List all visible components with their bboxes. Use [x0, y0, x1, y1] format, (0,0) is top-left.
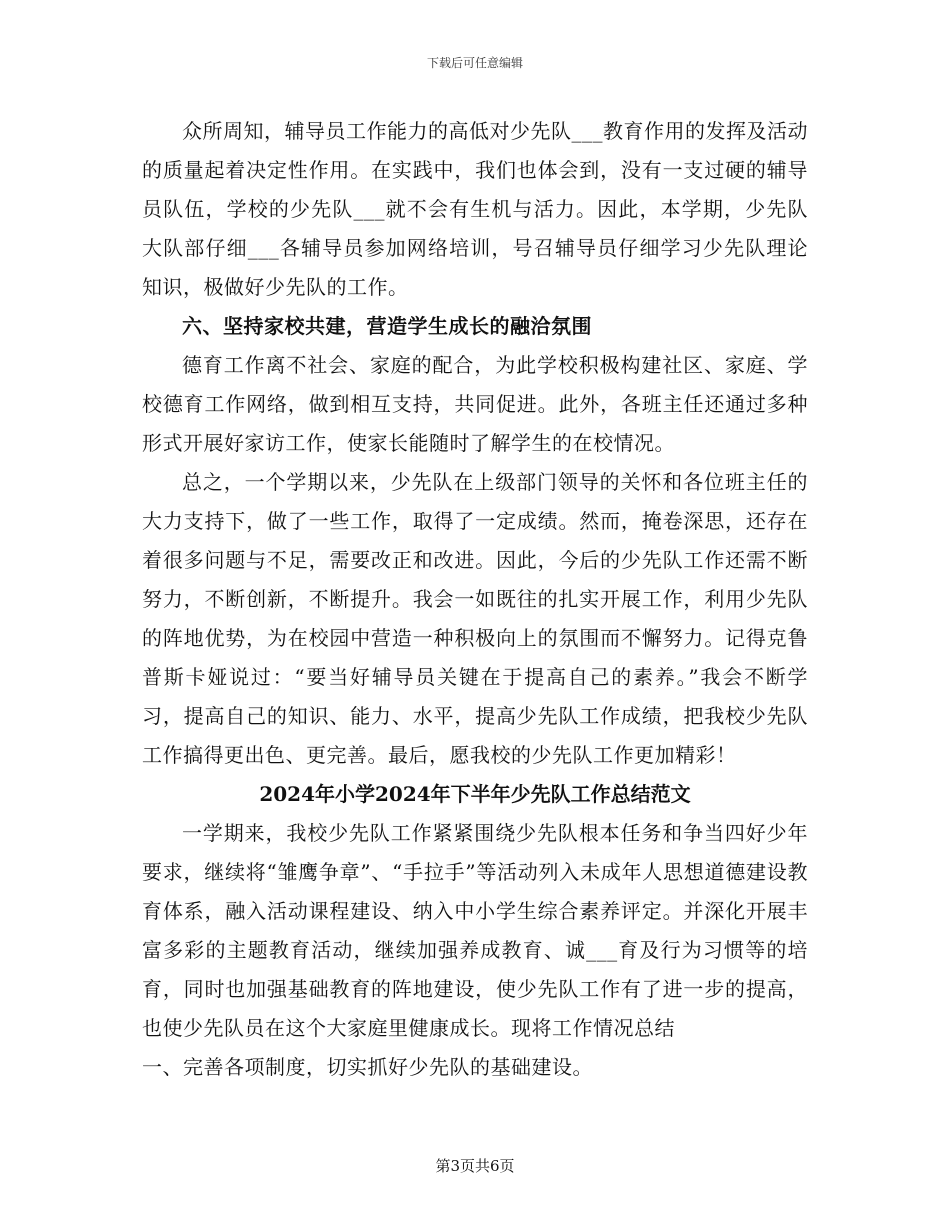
paragraph-home-school: 德育工作离不社会、家庭的配合，为此学校积极构建社区、家庭、学校德育工作网络，做到相互支持，共同促进。此外，各班主任还通过多种形式开展好家访工作，使家长能随时了解学生的在校情况。	[142, 353, 808, 455]
section-heading-one: 一、完善各项制度，切实抓好少先队的基础建设。	[142, 1055, 593, 1079]
paragraph-conclusion: 总之，一个学期以来，少先队在上级部门领导的关怀和各位班主任的大力支持下，做了一些工作，取得了一定成绩。然而，掩卷深思，还存在着很多问题与不足，需要改正和改进。因此，今后的少先队工作还需不断努力，不断创新，不断提升。我会一如既往的扎实开展工作，利用少先队的阵地优势，为在校园中营造一种积极向上的氛围而不懈努力。记得克鲁普斯卡娅说过：“要当好辅导员关键在于提高自己的素养。”我会不断学习，提高自己的知识、能力、水平，提高少先队工作成绩，把我校少先队工作搞得更出色、更完善。最后，愿我校的少先队工作更加精彩！	[142, 470, 808, 767]
paragraph-intro: 一学期来，我校少先队工作紧紧围绕少先队根本任务和争当四好少年要求，继续将“雏鹰争章”、“手拉手”等活动列入未成年人思想道德建设教育体系，融入活动课程建设、纳入中小学生综合素养评定。并深化开展丰富多彩的主题教育活动，继续加强养成教育、诚___育及行为习惯等的培育，同时也加强基础教育的阵地建设，使少先队工作有了进一步的提高，也使少先队员在这个大家庭里健康成长。现将工作情况总结	[142, 821, 808, 1040]
paragraph-counselor-training: 众所周知，辅导员工作能力的高低对少先队___教育作用的发挥及活动的质量起着决定性作用。在实践中，我们也体会到，没有一支过硬的辅导员队伍，学校的少先队___就不会有生机与活力。因此，本学期，少先队大队部仔细___各辅导员参加网络培训，号召辅导员仔细学习少先队理论知识，极做好少先队的工作。	[142, 119, 808, 299]
page-number: 第3页共6页	[435, 1157, 515, 1175]
section-heading-six: 六、坚持家校共建，营造学生成长的融洽氛围	[182, 314, 592, 338]
document-title: 2024年小学2024年下半年少先队工作总结范文	[259, 782, 691, 806]
header-note: 下载后可任意编辑	[426, 56, 523, 70]
document-body	[142, 112, 808, 1087]
